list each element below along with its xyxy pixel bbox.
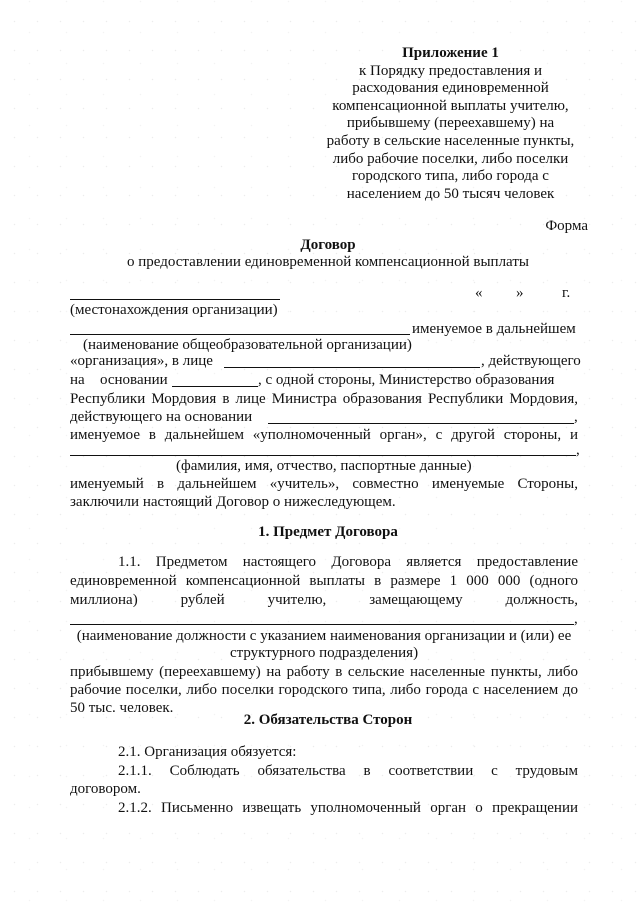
org-name-caption: (наименование общеобразовательной организации) xyxy=(83,337,412,353)
appendix-title: Приложение 1 xyxy=(402,45,499,61)
basis-on: на xyxy=(70,372,85,388)
s1-line-3: миллиона) рублей учителю, замещающему должность, xyxy=(70,592,578,608)
form-label: Форма xyxy=(545,218,588,234)
appendix-line: либо рабочие поселки, либо поселки xyxy=(332,150,569,167)
person-blank xyxy=(224,367,480,368)
location-caption: (местонахождения организации) xyxy=(70,302,278,318)
basis-line-2: Республики Мордовия в лице Министра образования Республики Мордовия, xyxy=(70,391,578,407)
appendix-line: расходования единовременной xyxy=(352,80,549,97)
ministry-basis-blank xyxy=(268,423,574,424)
date-close-quote: » xyxy=(516,285,524,301)
acting-text: , действующего xyxy=(481,353,581,369)
position-caption-cont: структурного подразделения) xyxy=(229,645,419,661)
s1-tail-2: рабочие поселки, либо поселки городского типа, либо города с населением до xyxy=(70,682,578,698)
closing-line-2: заключили настоящий Договор о нижеследующем. xyxy=(70,494,396,510)
s1-tail-3: 50 тыс. человек. xyxy=(70,700,174,716)
section-2-heading: 2. Обязательства Сторон xyxy=(243,712,413,728)
section-1-heading: 1. Предмет Договора xyxy=(258,524,398,540)
teacher-blank xyxy=(70,455,576,456)
position-comma: , xyxy=(574,611,578,627)
date-year-suffix: г. xyxy=(562,285,571,301)
s2-item-2-1-1: 2.1.1. Соблюдать обязательства в соответствии с трудовым xyxy=(118,763,578,779)
appendix-line: прибывшему (переехавшему) на xyxy=(346,115,555,132)
position-caption: (наименование должности с указанием наименования организации и (или) ее xyxy=(76,628,572,644)
position-blank xyxy=(70,624,574,625)
appendix-block xyxy=(318,45,583,203)
s2-item-2-1: 2.1. Организация обязуется: xyxy=(118,744,297,760)
basis-rest: , с одной стороны, Министерство образования xyxy=(258,372,555,388)
s2-item-2-1-1-cont: договором. xyxy=(70,781,141,797)
org-name-blank xyxy=(70,334,410,335)
teacher-comma: , xyxy=(576,442,580,458)
basis-word: основании xyxy=(100,372,168,388)
document-title: Договор xyxy=(300,237,356,253)
s1-line-2: единовременной компенсационной выплаты в размере 1 000 000 (одного xyxy=(70,573,578,589)
s1-tail-1: прибывшему (переехавшему) на работу в сельские населенные пункты, либо xyxy=(70,664,578,680)
s2-item-2-1-2: 2.1.2. Письменно извещать уполномоченный орган о прекращении xyxy=(118,800,578,816)
basis-line-3: действующего на основании xyxy=(70,409,253,425)
basis-line-3-comma: , xyxy=(574,409,578,425)
document-subtitle: о предоставлении единовременной компенсационной выплаты xyxy=(127,254,529,270)
named-suffix: именуемое в дальнейшем xyxy=(412,321,576,337)
appendix-line: населением до 50 тысяч человек xyxy=(346,185,555,202)
closing-line-1: именуемый в дальнейшем «учитель», совместно именуемые Стороны, xyxy=(70,476,578,492)
appendix-line: городского типа, либо города с xyxy=(352,168,549,185)
appendix-line: к Порядку предоставления и xyxy=(358,62,543,79)
appendix-line: компенсационной выплаты учителю, xyxy=(332,97,569,114)
s1-line-1: 1.1. Предметом настоящего Договора является предоставление xyxy=(118,554,578,570)
basis-blank xyxy=(172,386,258,387)
date-open-quote: « xyxy=(475,285,483,301)
org-in-person: «организация», в лице xyxy=(70,353,213,369)
location-blank xyxy=(70,299,280,300)
teacher-caption: (фамилия, имя, отчество, паспортные данные) xyxy=(176,458,472,474)
basis-line-4: именуемое в дальнейшем «уполномоченный орган», с другой стороны, и xyxy=(70,427,578,443)
appendix-line: работу в сельские населенные пункты, xyxy=(326,132,575,149)
